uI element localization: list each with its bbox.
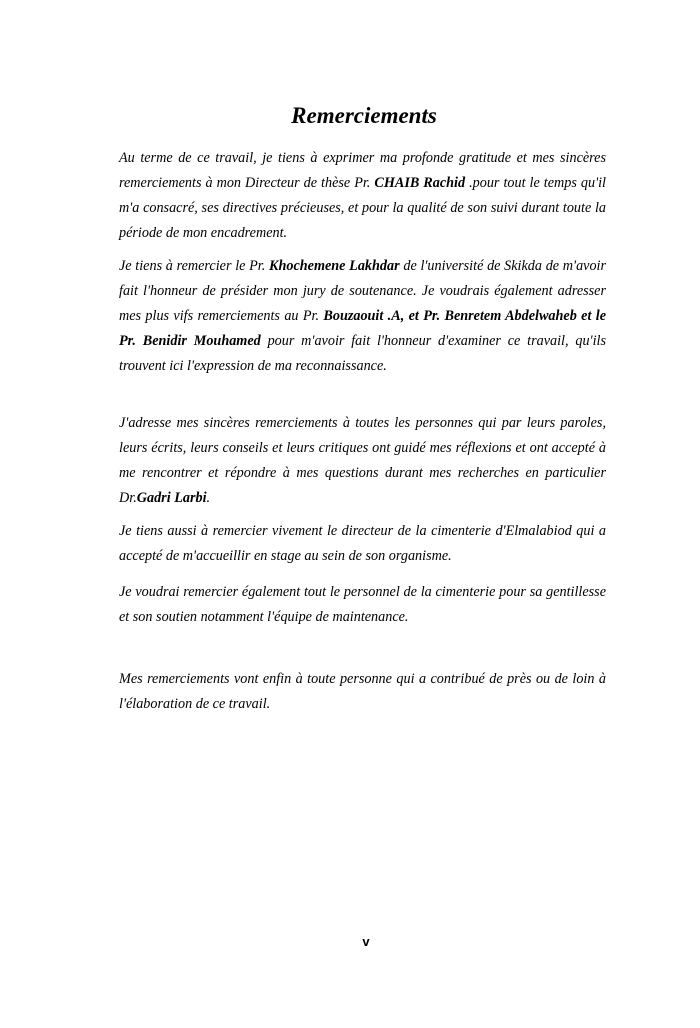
text: Je tiens à remercier le Pr. — [119, 258, 270, 274]
text: Je voudrai remercier également tout le personnel de la cimenterie pour sa gentillesse et son soutien notamment l'équipe de maintenance. — [119, 584, 606, 625]
jury-president-name: Khochemene Lakhdar — [269, 258, 400, 274]
page-number: v — [362, 934, 370, 949]
text: de l'université de Skikda de m'avoir fait l'honneur de présider mon jury de soutenance. Je voudrais également adresser mes plus vifs remerciements au Pr. — [119, 258, 607, 324]
text: J'adresse mes sincères remerciements à toutes les personnes qui par leurs paroles, leurs écrits, leurs conseils et leurs critiques ont guidé mes réflexions et ont accepté à me rencontrer et répondre à mes questions durant mes recherches en particulier Dr. — [119, 415, 606, 506]
text: Mes remerciements vont enfin à toute personne qui a contribué de près ou de loin à l'élaboration de ce travail. — [119, 671, 606, 712]
director-name: CHAIB Rachid — [374, 175, 466, 191]
paragraph-plant-director-thanks — [119, 519, 606, 569]
paragraph-jury-thanks — [119, 254, 606, 379]
text: Au terme de ce travail, je tiens à exprimer ma profonde gratitude et mes sincères remerciements à mon Directeur de thèse Pr. — [119, 150, 606, 191]
paragraph-director-thanks — [119, 146, 606, 246]
doctor-name: Gadri Larbi — [136, 490, 207, 506]
examiners-names: Bouzaouit .A, et Pr. Benretem Abdelwaheb et le Pr. Benidir Mouhamed — [119, 308, 606, 349]
text: Je tiens aussi à remercier vivement le directeur de la cimenterie d'Elmalabiod qui a accepté de m'accueillir en stage au sein de son organisme. — [119, 523, 606, 564]
text: . — [206, 490, 211, 506]
paragraph-staff-thanks — [119, 580, 606, 630]
page-title: Remerciements — [291, 103, 437, 128]
paragraph-final-thanks — [119, 667, 606, 717]
text: .pour tout le temps qu'il m'a consacré, ses directives précieuses, et pour la qualité de son suivi durant toute la période de mon encadrement. — [119, 175, 606, 241]
paragraph-people-thanks — [119, 411, 606, 511]
text: pour m'avoir fait l'honneur d'examiner ce travail, qu'ils trouvent ici l'expression de ma reconnaissance. — [119, 333, 606, 374]
